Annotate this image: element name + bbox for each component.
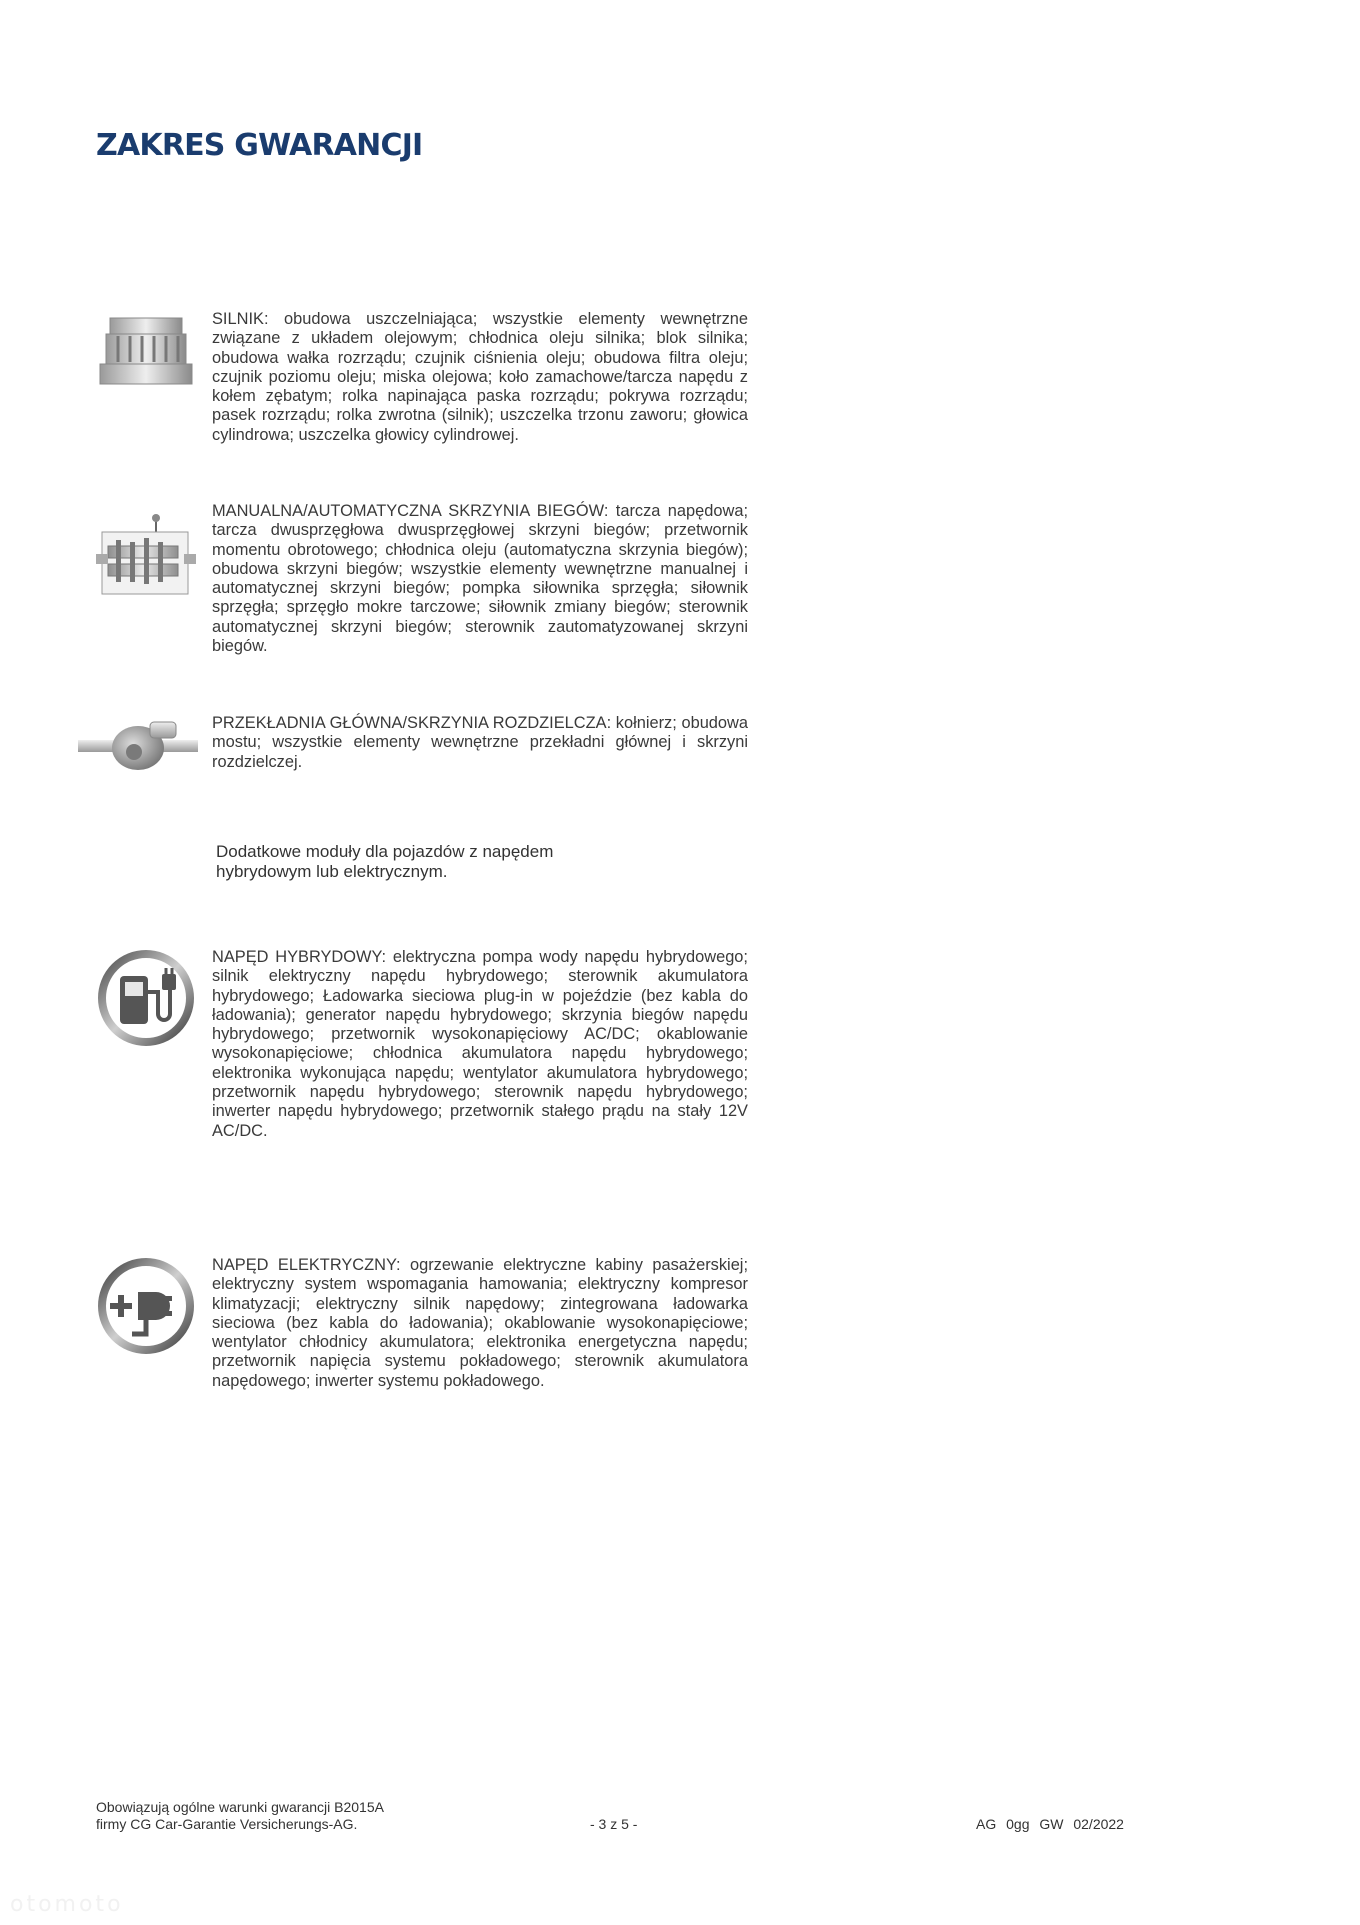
section-text <box>212 1256 748 1391</box>
differential-icon <box>78 716 198 781</box>
section-text <box>212 502 748 656</box>
document-code: AG 0gg GW 02/2022 <box>976 1816 1124 1832</box>
section-text <box>212 948 748 1141</box>
gearbox-icon <box>96 512 196 607</box>
page-number: - 3 z 5 - <box>590 1816 638 1832</box>
hybrid-drive-icon <box>96 948 196 1053</box>
section-body: : ogrzewanie elektryczne kabiny pasażerskiej; elektryczny system wspomagania hamowania; elektryczny kompresor klimatyzacji; elektryczny silnik napędowy; zintegrowana ładowarka sieciowa (bez kabla do ładowania); okablowanie wysokonapięciowe; wentylator chłodnicy akumulatora; elektronika energetyczna napędu; przetwornik napięcia systemu pokładowego; sterownik akumulatora napędowego; inwerter systemu pokładowego. <box>212 1256 749 1390</box>
section-text <box>212 310 748 445</box>
section-heading: MANUALNA/AUTOMATYCZNA SKRZYNIA BIEGÓW <box>212 502 604 520</box>
watermark: otomoto <box>10 1892 124 1917</box>
section-body: : tarcza napędowa; tarcza dwusprzęgłowa dwusprzęgłowej skrzyni biegów; przetwornik momentu obrotowego; chłodnica oleju (automatyczna skrzynia biegów); obudowa skrzyni biegów; wszystkie elementy wewnętrzne manualnej i automatycznej skrzyni biegów; pompka siłownika sprzęgła; siłownik sprzęgła; sprzęgło mokre tarczowe; siłownik zmiany biegów; sterownik automatycznej skrzyni biegów; sterownik zautomatyzowanej skrzyni biegów. <box>212 502 748 656</box>
section-heading: SILNIK <box>212 310 264 328</box>
section-body: : obudowa uszczelniająca; wszystkie elementy wewnętrzne związane z układem olejowym; chłodnica oleju silnika; blok silnika; obudowa wałka rozrządu; czujnik ciśnienia oleju; obudowa filtra oleju; czujnik poziomu oleju; miska olejowa; koło zamachowe/tarcza napędu z kołem zębatym; rolka napinająca paska rozrządu; pokrywa rozrządu; pasek rozrządu; rolka zwrotna (silnik); uszczelka trzonu zaworu; głowica cylindrowa; uszczelka głowicy cylindrowej. <box>212 310 748 444</box>
section-heading: PRZEKŁADNIA GŁÓWNA/SKRZYNIA ROZDZIELCZA <box>212 714 607 732</box>
section-text <box>212 714 748 772</box>
electric-drive-icon <box>96 1256 196 1361</box>
page-title: ZAKRES GWARANCJI <box>96 128 423 163</box>
section-body: : elektryczna pompa wody napędu hybrydowego; silnik elektryczny napędu hybrydowego; sterownik akumulatora hybrydowego; Ładowarka sieciowa plug-in w pojeździe (bez kabla do ładowania); generator napędu hybrydowego; skrzynia biegów napędu hybrydowego; przetwornik wysokonapięciowy AC/DC; okablowanie wysokonapięciowe; chłodnica akumulatora napędu hybrydowego; elektronika wykonująca napędu; wentylator akumulatora hybrydowego; przetwornik napędu hybrydowego; sterownik napędu hybrydowego; inwerter napędu hybrydowego; przetwornik stałego prądu na stały 12V AC/DC. <box>212 948 748 1140</box>
section-heading: NAPĘD ELEKTRYCZNY <box>212 1256 397 1274</box>
engine-icon <box>96 316 196 393</box>
footer-line-2: firmy CG Car-Garantie Versicherungs-AG. <box>96 1816 358 1832</box>
section-heading: NAPĘD HYBRYDOWY <box>212 948 382 966</box>
hybrid-electric-note: Dodatkowe moduły dla pojazdów z napędem hybrydowym lub elektrycznym. <box>216 842 554 881</box>
footer-terms <box>96 1799 384 1833</box>
footer-line-1: Obowiązują ogólne warunki gwarancji B2015A <box>96 1799 384 1815</box>
section-body: : kołnierz; obudowa mostu; wszystkie elementy wewnętrzne przekładni głównej i skrzyni rozdzielczej. <box>212 714 748 771</box>
